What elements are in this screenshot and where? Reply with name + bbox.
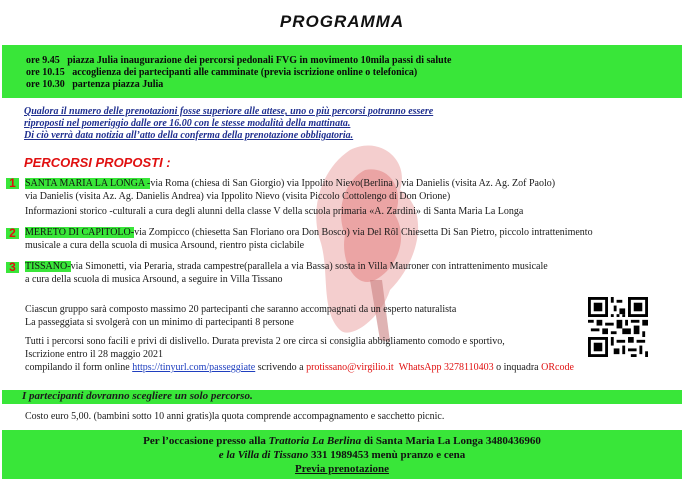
route-2-line-2: musicale a cura della scuola di musica Arsound, rientro pista ciclabile — [25, 240, 305, 251]
route-3-line-1: TISSANO-via Simonetti, via Peraria, strada campestre(parallela a via Bassa) sosta in Villa Mauroner con intrattenimento musicale — [25, 261, 548, 272]
schedule-banner — [2, 45, 682, 98]
route-number-2: 2 — [6, 228, 19, 239]
email-link[interactable]: protissano@virgilio.it — [306, 362, 394, 373]
schedule-item-3: ore 10.30 partenza piazza Julia — [26, 79, 164, 90]
single-route-banner: I partecipanti dovranno scegliere un solo percorso. — [2, 390, 682, 404]
route-number-1: 1 — [6, 178, 19, 189]
qr-code-icon[interactable] — [588, 297, 648, 357]
route-1-line-1: SANTA MARIA LA LONGA -via Roma (chiesa di San Giorgio) via Ippolito Nievo(Berlina ) via Danielis (visita Az. Ag. Zof Paolo) — [25, 178, 556, 189]
info-deadline: Iscrizione entro il 28 maggio 2021 — [25, 349, 164, 360]
route-1-line-3: Informazioni storico -culturali a cura degli alunni della classe V della scuola primaria «A. Zardini» di Santa Maria La Longa — [25, 206, 524, 217]
page-title: PROGRAMMA — [279, 12, 405, 31]
schedule-item-1: ore 9.45 piazza Julia inaugurazione dei percorsi pedonali FVG in movimento 10mila passi di salute — [26, 55, 452, 66]
route-number-3: 3 — [6, 262, 19, 273]
route-2-line-1: MERETO DI CAPITOLO-via Zompicco (chiesetta San Floriano ora Don Bosco) via Del Rôl Chiesetta Di San Pietro, piccolo intrattenimento — [25, 227, 593, 238]
restaurant-line-2: e la Villa di Tissano 331 1989453 menù pranzo e cena — [218, 449, 466, 461]
orcode-label: ORcode — [541, 362, 574, 373]
route-2-name: MERETO DI CAPITOLO- — [25, 227, 135, 238]
info-difficulty: Tutti i percorsi sono facili e privi di dislivello. Durata prevista 2 ore circa si consiglia abbigliamento comodo e sportivo, — [25, 336, 505, 347]
whatsapp-number: WhatsApp 3278110403 — [398, 362, 494, 373]
schedule-item-2: ore 10.15 accoglienza dei partecipanti alle camminate (previa iscrizione online o telefonica) — [26, 67, 418, 78]
info-signup: compilando il form online https://tinyurl.com/passeggiate scrivendo a protissano@virgilio.it WhatsApp 3278110403 o inquadra ORcode — [25, 362, 574, 373]
cost-info: Costo euro 5,00. (bambini sotto 10 anni gratis)la quota comprende accompagnamento e sacchetto picnic. — [25, 411, 445, 422]
signup-link[interactable]: https://tinyurl.com/passeggiate — [132, 362, 256, 373]
reservation-required: Previa prenotazione — [295, 463, 389, 475]
restaurant-line-1: Per l’occasione presso alla Trattoria La Berlina di Santa Maria La Longa 3480436960 — [143, 435, 541, 447]
route-1-name: SANTA MARIA LA LONGA - — [25, 178, 151, 189]
info-group-size: Ciascun gruppo sarà composto massimo 20 partecipanti che saranno accompagnati da un esperto naturalista — [25, 304, 457, 315]
route-1-line-2: via Danielis (visita Az. Ag. Danielis Andrea) via Ippolito Nievo (visita Piccolo Cottolengo di Don Orione) — [25, 191, 451, 202]
routes-heading: PERCORSI PROPOSTI : — [24, 155, 171, 170]
info-min-participants: La passeggiata si svolgerà con un minimo di partecipanti 8 persone — [25, 317, 294, 328]
afternoon-notice: Qualora il numero delle prenotazioni fosse superiore alle attese, uno o più percorsi potranno essere riproposti nel pomeriggio dalle ore 16.00 con le stesse modalità della mattinata. Di ciò verrà data notizia all’atto della conferma della prenotazione obbligatoria. — [24, 106, 434, 141]
route-3-name: TISSANO- — [25, 261, 71, 272]
route-3-line-2: a cura della scuola di musica Arsound, a seguire in Villa Tissano — [25, 274, 283, 285]
restaurant-banner — [2, 430, 682, 479]
decorative-illustration — [310, 130, 440, 350]
